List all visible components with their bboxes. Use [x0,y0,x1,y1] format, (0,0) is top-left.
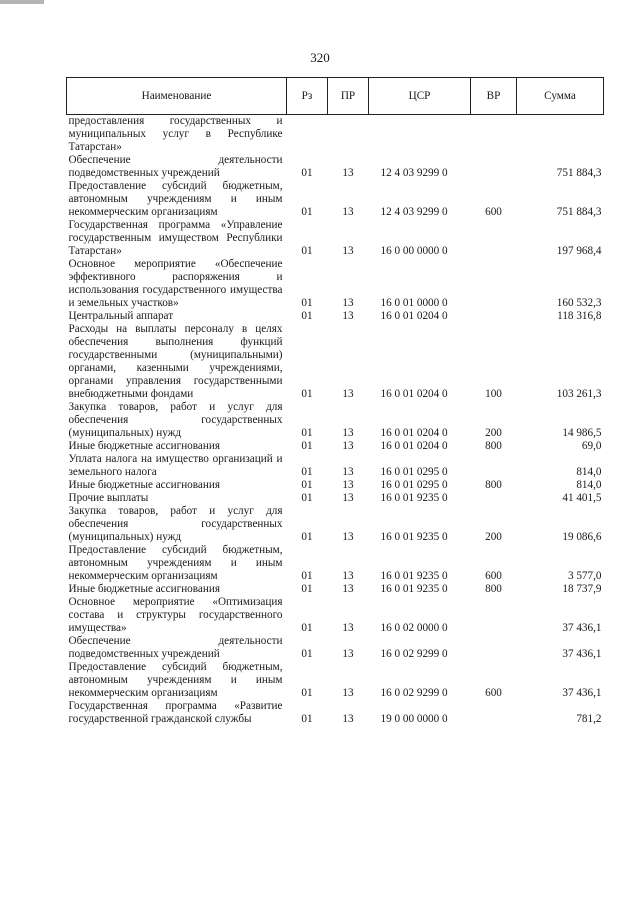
row-sum: 103 261,3 [556,388,602,400]
row-name: Государственная программа «Развитие государственной гражданской службы [68,700,283,725]
row-name: Предоставление субсидий бюджетным, автономным учреждениям и иным некоммерческим организациям [68,661,283,699]
row-vr [471,596,517,635]
row-name: Центральный аппарат [68,310,174,322]
table-row [67,323,604,401]
row-sum: 781,2 [576,713,602,725]
row-rz: 01 [301,310,313,322]
row-name: Закупка товаров, работ и услуг для обеспечения государственных (муниципальных) нужд [68,401,283,439]
table-row [67,401,604,440]
row-rz: 01 [301,570,313,582]
row-rz: 01 [301,297,313,309]
table-row [67,661,604,700]
row-vr: 200 [485,427,502,439]
row-name: Расходы на выплаты персоналу в целях обеспечения выполнения функций государственными (муниципальными) органами, казенными учреждениями, органами управления государственными внебюджетными фондами [68,323,283,400]
row-vr [471,453,517,479]
row-csr: 12 4 03 9299 0 [380,206,448,218]
row-rz: 01 [301,466,313,478]
row-rz: 01 [301,492,313,504]
row-csr: 16 0 02 0000 0 [380,622,448,634]
row-csr [369,115,471,155]
row-sum: 751 884,3 [556,167,602,179]
row-pr: 13 [342,570,354,582]
row-name: Государственная программа «Управление государственным имуществом Республики Татарстан» [68,219,283,257]
row-rz: 01 [301,427,313,439]
row-vr [471,258,517,310]
page-number: 320 [310,50,330,65]
row-vr: 600 [485,687,502,699]
row-sum: 69,0 [581,440,602,452]
row-csr: 16 0 01 9235 0 [380,570,448,582]
scan-corner-mark [0,0,44,4]
row-sum: 37 436,1 [562,648,602,660]
row-pr: 13 [342,427,354,439]
row-csr: 16 0 01 0295 0 [380,479,448,491]
table-row [67,583,604,596]
row-pr: 13 [342,479,354,491]
header-pr: ПР [328,78,369,115]
row-rz: 01 [301,440,313,452]
row-rz: 01 [301,245,313,257]
row-sum: 814,0 [576,466,602,478]
row-sum: 3 577,0 [567,570,602,582]
row-vr [471,115,517,155]
row-name: Обеспечение деятельности подведомственных учреждений [68,154,283,179]
row-rz: 01 [301,479,313,491]
row-sum: 160 532,3 [556,297,602,309]
row-sum [517,115,604,155]
row-csr: 16 0 02 9299 0 [380,687,448,699]
table-row [67,544,604,583]
row-pr: 13 [342,583,354,595]
header-rz: Рз [287,78,328,115]
row-csr: 16 0 01 9235 0 [380,492,448,504]
row-sum: 19 086,6 [562,531,602,543]
row-pr: 13 [342,687,354,699]
row-csr: 16 0 01 0204 0 [380,388,448,400]
row-pr: 13 [342,245,354,257]
row-pr: 13 [342,648,354,660]
table-row [67,479,604,492]
row-name: предоставления государственных и муниципальных услуг в Республике Татарстан» [68,115,283,153]
budget-table [66,77,604,726]
row-name: Иные бюджетные ассигнования [68,479,220,491]
row-rz: 01 [301,167,313,179]
row-sum: 14 986,5 [562,427,602,439]
row-name: Предоставление субсидий бюджетным, автономным учреждениям и иным некоммерческим организациям [68,544,283,582]
row-pr: 13 [342,310,354,322]
row-vr: 100 [485,388,502,400]
row-vr: 800 [485,583,502,595]
row-sum: 37 436,1 [562,622,602,634]
row-csr: 16 0 02 9299 0 [380,648,448,660]
header-name: Наименование [67,78,287,115]
row-sum: 118 316,8 [557,310,602,322]
row-pr: 13 [342,622,354,634]
row-pr: 13 [342,713,354,725]
row-vr: 800 [485,440,502,452]
row-pr: 13 [342,440,354,452]
table-row [67,115,604,155]
row-rz: 01 [301,648,313,660]
row-name: Уплата налога на имущество организаций и земельного налога [68,453,283,478]
row-pr: 13 [342,492,354,504]
row-name: Прочие выплаты [68,492,149,504]
table-row [67,154,604,180]
row-rz: 01 [301,687,313,699]
table-row [67,440,604,453]
row-csr: 16 0 01 0204 0 [380,310,448,322]
table-row [67,492,604,505]
row-pr: 13 [342,388,354,400]
row-vr: 200 [485,531,502,543]
row-pr: 13 [342,466,354,478]
row-csr: 16 0 01 0000 0 [380,297,448,309]
header-sum: Сумма [517,78,604,115]
row-sum: 751 884,3 [556,206,602,218]
row-csr: 19 0 00 0000 0 [380,713,448,725]
row-rz: 01 [301,206,313,218]
header-row [67,78,604,115]
row-csr: 16 0 01 9235 0 [380,583,448,595]
row-name: Основное мероприятие «Обеспечение эффективного распоряжения и использования государственного имущества и земельных участков» [68,258,283,309]
row-csr: 16 0 01 0295 0 [380,466,448,478]
row-pr [328,115,369,155]
table-row [67,310,604,323]
row-rz: 01 [301,583,313,595]
row-vr [471,700,517,726]
table-row [67,453,604,479]
row-vr [471,635,517,661]
table-row [67,180,604,219]
row-rz: 01 [301,531,313,543]
row-vr: 800 [485,479,502,491]
row-rz: 01 [301,622,313,634]
table-row [67,505,604,544]
row-sum: 18 737,9 [562,583,602,595]
row-rz: 01 [301,713,313,725]
table-row [67,219,604,258]
row-vr: 600 [485,206,502,218]
row-name: Предоставление субсидий бюджетным, автономным учреждениям и иным некоммерческим организациям [68,180,283,218]
table-row [67,700,604,726]
row-sum: 814,0 [576,479,602,491]
table-row [67,596,604,635]
table-header [67,78,604,115]
table-body [67,115,604,727]
row-csr: 12 4 03 9299 0 [380,167,448,179]
row-sum: 197 968,4 [556,245,602,257]
row-pr: 13 [342,531,354,543]
row-pr: 13 [342,206,354,218]
row-name: Обеспечение деятельности подведомственных учреждений [68,635,283,660]
row-name: Основное мероприятие «Оптимизация состава и структуры государственного имущества» [68,596,283,634]
row-vr [471,219,517,258]
row-rz: 01 [301,388,313,400]
row-vr [471,492,517,505]
row-name: Иные бюджетные ассигнования [68,440,220,452]
row-sum: 41 401,5 [562,492,602,504]
header-csr: ЦСР [369,78,471,115]
table-row [67,258,604,310]
row-name: Иные бюджетные ассигнования [68,583,220,595]
row-name: Закупка товаров, работ и услуг для обеспечения государственных (муниципальных) нужд [68,505,283,543]
row-vr [471,154,517,180]
row-sum: 37 436,1 [562,687,602,699]
row-vr [471,310,517,323]
row-rz [287,115,328,155]
header-vr: ВР [471,78,517,115]
row-vr: 600 [485,570,502,582]
row-csr: 16 0 01 9235 0 [380,531,448,543]
row-pr: 13 [342,167,354,179]
row-csr: 16 0 01 0204 0 [380,427,448,439]
row-pr: 13 [342,297,354,309]
table-row [67,635,604,661]
row-csr: 16 0 01 0204 0 [380,440,448,452]
row-csr: 16 0 00 0000 0 [380,245,448,257]
